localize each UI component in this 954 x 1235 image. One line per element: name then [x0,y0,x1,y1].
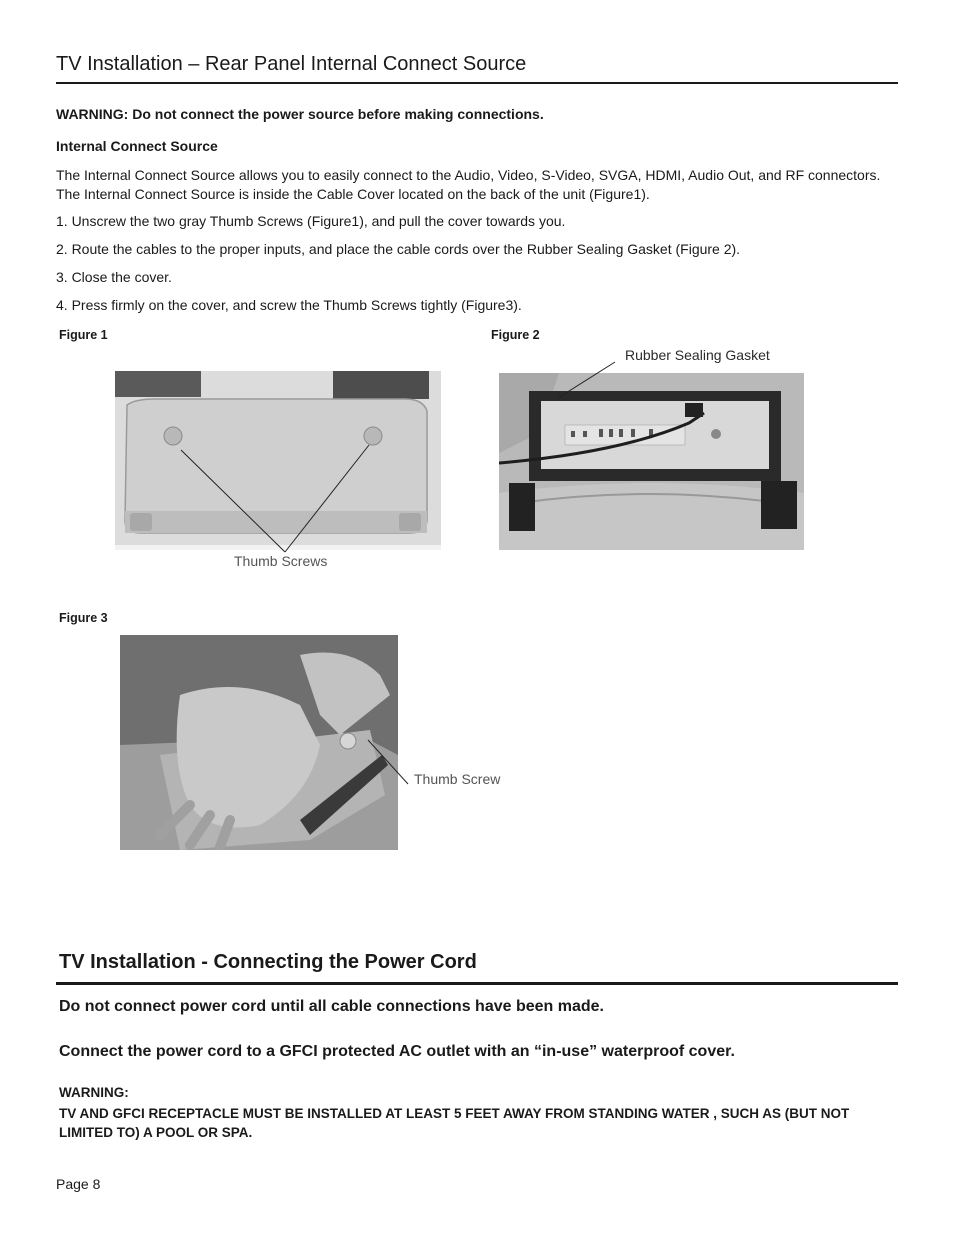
warning-label: WARNING: [59,1085,129,1100]
intro-line-1: The Internal Connect Source allows you to easily connect to the Audio, Video, S-Video, SVGA, HDMI, Audio Out, and RF connectors. [56,167,881,183]
thumb-screw-callout: Thumb Screw [414,771,501,787]
power-cord-notice-1: Do not connect power cord until all cable connections have been made. [59,998,604,1015]
warning-text: WARNING: Do not connect the power source before making connections. [56,106,544,122]
figure-3-label: Figure 3 [59,611,108,625]
section-2-rule [56,982,898,985]
step-4: 4. Press firmly on the cover, and screw the Thumb Screws tightly (Figure3). [56,297,522,313]
thumb-screws-callout: Thumb Screws [234,553,328,569]
subheading: Internal Connect Source [56,138,218,154]
figure-2-label: Figure 2 [491,328,540,342]
step-2: 2. Route the cables to the proper inputs, and place the cable cords over the Rubber Sealing Gasket (Figure 2). [56,241,741,257]
intro-line-2: The Internal Connect Source is inside the Cable Cover located on the back of the unit (Figure1). [56,186,650,202]
step-3: 3. Close the cover. [56,269,172,285]
section-2-title: TV Installation - Connecting the Power Cord [59,951,477,973]
warning-body: TV AND GFCI RECEPTACLE MUST BE INSTALLED AT LEAST 5 FEET AWAY FROM STANDING WATER , SUCH AS (BUT NOT LIMITED TO) A POOL OR SPA. [59,1106,850,1140]
rubber-gasket-callout: Rubber Sealing Gasket [625,347,770,363]
figure-1-label: Figure 1 [59,328,108,342]
step-1: 1. Unscrew the two gray Thumb Screws (Figure1), and pull the cover towards you. [56,213,566,229]
page-number: Page 8 [56,1176,101,1192]
page-title: TV Installation – Rear Panel Internal Connect Source [56,53,527,75]
power-cord-notice-2: Connect the power cord to a GFCI protected AC outlet with an “in-use” waterproof cover. [59,1043,735,1060]
